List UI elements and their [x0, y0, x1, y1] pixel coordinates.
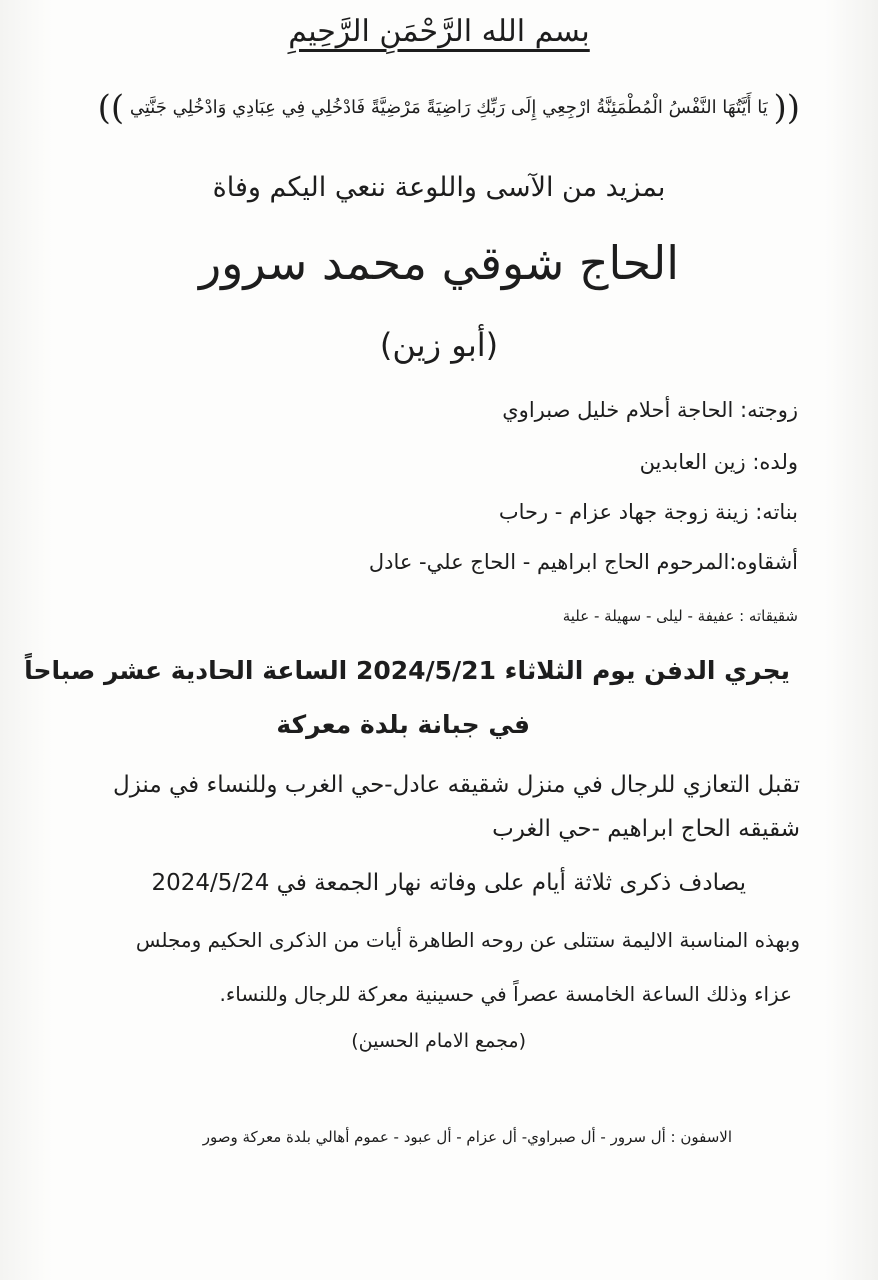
condolences-line-1: تقبل التعازي للرجال في منزل شقيقه عادل-حي الغرب وللنساء في منزل: [113, 772, 800, 798]
announcement-line: بمزيد من الآسى واللوعة ننعي اليكم وفاة: [212, 172, 666, 203]
memorial-line-1: وبهذه المناسبة الاليمة ستتلى عن روحه الطاهرة أيات من الذكرى الحكيم ومجلس: [135, 928, 800, 952]
basmala-heading: بسم الله الرَّحْمَنِ الرَّحِيمِ: [288, 14, 590, 49]
verse-text: يَا أَيَّتُهَا النَّفْسُ الْمُطْمَئِنَّةُ ارْجِعِي إِلَى رَبِّكِ رَاضِيَةً مَرْضِيَّةً فَادْخُلِي فِي عِبَادِي وَادْخُلِي جَنَّتِي: [129, 97, 768, 118]
quran-verse: [97, 88, 800, 128]
burial-place-line: في جبانة بلدة معركة: [276, 710, 530, 739]
verse-open-paren: ((: [773, 88, 800, 128]
burial-time-line: يجري الدفن يوم الثلاثاء 2024/5/21 الساعة الحادية عشر صباحاً: [24, 656, 790, 685]
memorial-line-2: عزاء وذلك الساعة الخامسة عصراً في حسينية معركة للرجال وللنساء.: [219, 982, 792, 1006]
third-day-line: يصادف ذكرى ثلاثة أيام على وفاته نهار الجمعة في 2024/5/24: [151, 870, 746, 896]
deceased-kunya: (أبو زين): [379, 326, 499, 364]
son-line: ولده: زين العابدين: [639, 450, 798, 474]
mourners-line: الاسفون : أل سرور - أل صبراوي- أل عزام - أل عبود - عموم أهالي بلدة معركة وصور: [202, 1128, 732, 1146]
organizer-line: (مجمع الامام الحسين): [351, 1030, 526, 1052]
wife-line: زوجته: الحاجة أحلام خليل صبراوي: [502, 398, 798, 422]
verse-close-paren: )): [97, 88, 125, 128]
sisters-line: شقيقاته : عفيفة - ليلى - سهيلة - علية: [562, 607, 798, 625]
deceased-name: الحاج شوقي محمد سرور: [198, 236, 680, 290]
daughters-line: بناته: زينة زوجة جهاد عزام - رحاب: [498, 500, 798, 524]
condolences-line-2: شقيقه الحاج ابراهيم -حي الغرب: [492, 816, 800, 842]
brothers-line: أشقاوه:المرحوم الحاج ابراهيم - الحاج علي- عادل: [368, 550, 798, 574]
